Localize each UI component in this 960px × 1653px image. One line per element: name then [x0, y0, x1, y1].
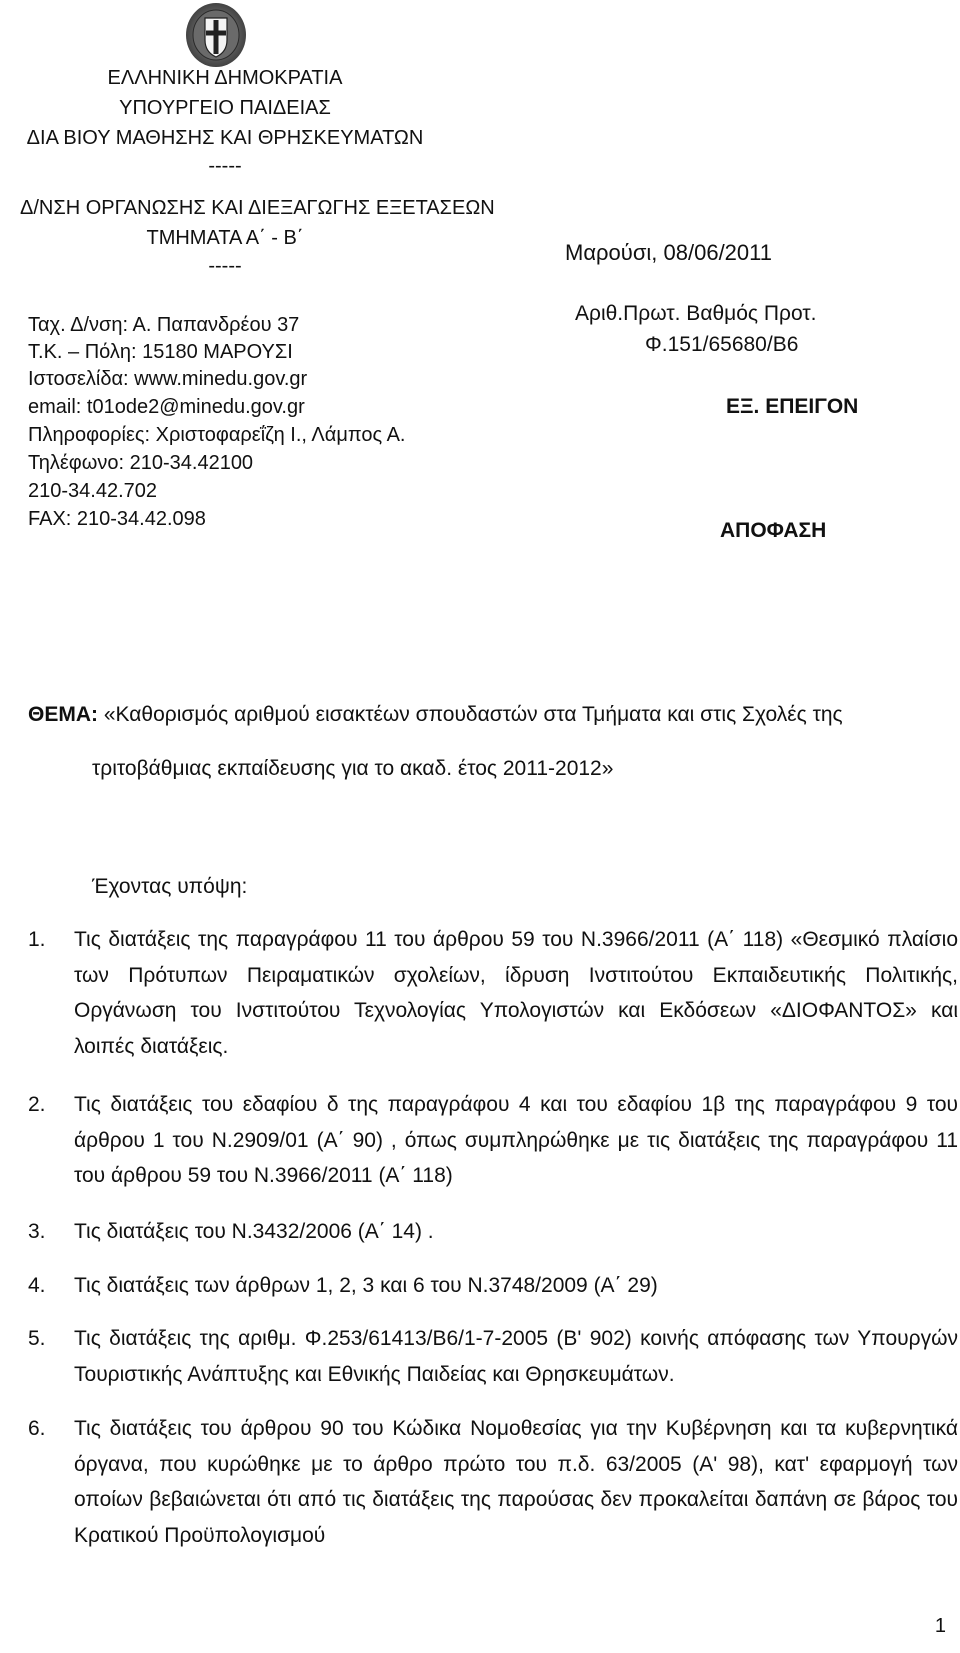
list-item-6 — [28, 1411, 958, 1553]
org-line-departments: ΤΜΗΜΑΤΑ Α΄ - Β΄ — [146, 227, 304, 249]
list-item-text: Τις διατάξεις των άρθρων 1, 2, 3 και 6 του Ν.3748/2009 (Α΄ 29) — [74, 1274, 658, 1297]
greek-coat-of-arms-icon — [185, 2, 247, 68]
list-item-number: 3. — [28, 1220, 46, 1243]
list-item-5 — [28, 1321, 958, 1392]
list-item-number: 4. — [28, 1274, 46, 1297]
contact-phone-2: 210-34.42.702 — [28, 480, 158, 502]
list-item-text: Τις διατάξεις του άρθρου 90 του Κώδικα Νομοθεσίας για την Κυβέρνηση και τα κυβερνητικά όργανα, που κυρώθηκε με το άρθρο πρώτο του π.δ. 63/2005 (Α' 98), κατ' εφαρμογή των οποίων βεβαιώνεται ότι από τις διατάξεις της παρούσας δεν προκαλείται δαπάνη σε βάρος του Κρατικού Προϋπολογισμού — [74, 1417, 958, 1547]
contact-website: Ιστοσελίδα: www.minedu.gov.gr — [28, 368, 308, 390]
contact-info-persons: Πληροφορίες: Χριστοφαρεΐζη Ι., Λάμπος Α. — [28, 424, 406, 446]
urgent-label: ΕΞ. ΕΠΕΙΓΟΝ — [726, 395, 859, 418]
protocol-label: Αριθ.Πρωτ. Βαθμός Προτ. — [575, 302, 817, 325]
list-item-number: 5. — [28, 1327, 46, 1350]
org-separator: ----- — [208, 155, 242, 177]
subject-label: ΘΕΜΑ: — [28, 703, 98, 726]
contact-fax: FAX: 210-34.42.098 — [28, 508, 206, 530]
org-separator-2: ----- — [208, 255, 242, 277]
list-item-4 — [28, 1268, 958, 1304]
list-item-2 — [28, 1087, 958, 1194]
org-line-ministry: ΥΠΟΥΡΓΕΙΟ ΠΑΙΔΕΙΑΣ — [119, 97, 331, 119]
subject-line-1 — [28, 703, 843, 727]
list-item-number: 6. — [28, 1417, 46, 1440]
subject-text-1: «Καθορισμός αριθμού εισακτέων σπουδαστών στα Τμήματα και στις Σχολές της — [98, 703, 843, 726]
list-item-text: Τις διατάξεις του εδαφίου δ της παραγράφου 4 και του εδαφίου 1β της παραγράφου 9 του άρθρου 1 του Ν.2909/01 (Α΄ 90) , όπως συμπληρώθηκε με τις διατάξεις της παραγράφου 11 του άρθρου 59 του Ν.3966/2011 (Α΄ 118) — [74, 1093, 958, 1187]
page-number: 1 — [934, 1615, 946, 1637]
list-item-1 — [28, 922, 958, 1064]
contact-phone: Τηλέφωνο: 210-34.42100 — [28, 452, 254, 474]
org-line-directorate: Δ/ΝΣΗ ΟΡΓΑΝΩΣΗΣ ΚΑΙ ΔΙΕΞΑΓΩΓΗΣ ΕΞΕΤΑΣΕΩΝ — [20, 197, 495, 219]
having-in-mind: Έχοντας υπόψη: — [92, 875, 248, 898]
protocol-number: Φ.151/65680/Β6 — [645, 333, 799, 356]
decision-title: ΑΠΟΦΑΣΗ — [720, 519, 827, 542]
contact-address: Ταχ. Δ/νση: Α. Παπανδρέου 37 — [28, 314, 300, 336]
list-item-number: 1. — [28, 928, 46, 951]
subject-text-2: τριτοβάθμιας εκπαίδευσης για το ακαδ. έτος 2011-2012» — [92, 757, 614, 780]
org-line-ministry-2: ΔΙΑ ΒΙΟΥ ΜΑΘΗΣΗΣ ΚΑΙ ΘΡΗΣΚΕΥΜΑΤΩΝ — [26, 127, 424, 149]
list-item-text: Τις διατάξεις της αριθμ. Φ.253/61413/Β6/1-7-2005 (Β' 902) κοινής απόφασης των Υπουργών Τουριστικής Ανάπτυξης και Εθνικής Παιδείας και Θρησκευμάτων. — [74, 1327, 958, 1386]
contact-postcode-city: Τ.Κ. – Πόλη: 15180 ΜΑΡΟΥΣΙ — [28, 341, 293, 363]
list-item-text: Τις διατάξεις της παραγράφου 11 του άρθρου 59 του Ν.3966/2011 (Α΄ 118) «Θεσμικό πλαίσιο των Πρότυπων Πειραματικών σχολείων, ίδρυση Ινστιτούτου Εκπαιδευτικής Πολιτικής, Οργάνωση του Ινστιτούτου Τεχνολογίας Υπολογιστών και Εκδόσεων «ΔΙΟΦΑΝΤΟΣ» και λοιπές διατάξεις. — [74, 928, 958, 1058]
place-date: Μαρούσι, 08/06/2011 — [565, 240, 772, 265]
contact-email: email: t01ode2@minedu.gov.gr — [28, 396, 305, 418]
list-item-text: Τις διατάξεις του Ν.3432/2006 (Α΄ 14) . — [74, 1220, 434, 1243]
list-item-3 — [28, 1214, 958, 1250]
org-line-republic: ΕΛΛΗΝΙΚΗ ΔΗΜΟΚΡΑΤΙΑ — [107, 67, 343, 89]
list-item-number: 2. — [28, 1093, 46, 1116]
